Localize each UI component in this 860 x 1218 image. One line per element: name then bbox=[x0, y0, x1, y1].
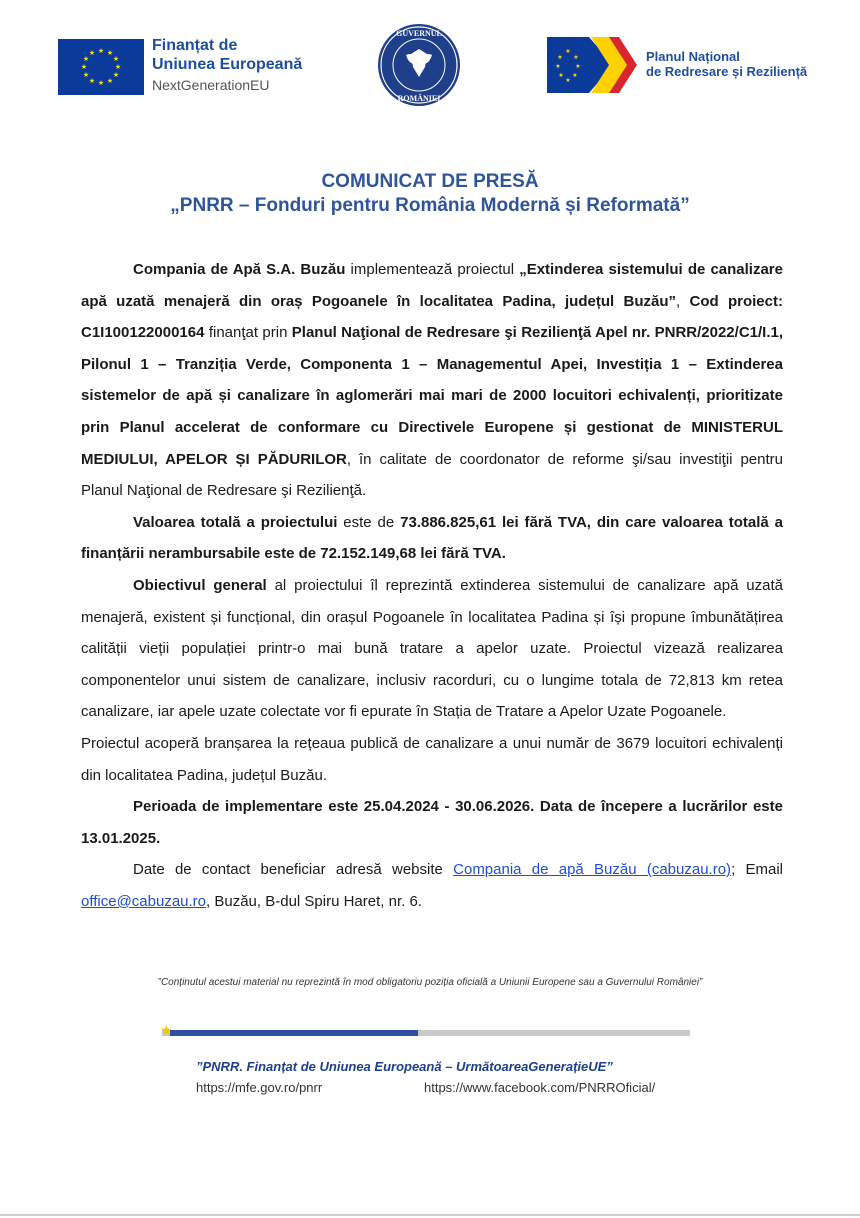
eu-line-1: Finanțat de bbox=[152, 37, 238, 54]
svg-text:★: ★ bbox=[82, 71, 90, 79]
paragraph-coverage: Proiectul acoperă branșarea la rețeaua publică de canalizare a unui număr de 3679 locuitori echivalenți din localitatea Padina, județul Buzău. bbox=[81, 734, 783, 784]
svg-text:★: ★ bbox=[112, 55, 120, 63]
svg-text:★: ★ bbox=[575, 63, 581, 70]
objective-text: al proiectului îl reprezintă extinderea sistemului de canalizare apă uzată menajeră, existent și funcțional, din orașul Pogoanele în localitatea Padina și își propune îmbunătățirea calității vieții populației printr-o mai bună tratare a apelor uzate. Proiectul vizează realizarea componentelor unui sistem de canalizare, inclusiv racorduri, cu o lungime totala de 72,813 km retea canalizare, iar apele uzate colectate vor fi epurate în Stația de Tratare a Apelor Uzate Pogoanele. bbox=[81, 576, 784, 721]
svg-text:★: ★ bbox=[114, 63, 122, 71]
website-link[interactable]: Compania de apă Buzău (cabuzau.ro) bbox=[453, 861, 732, 879]
svg-text:★: ★ bbox=[106, 77, 114, 85]
svg-text:★: ★ bbox=[572, 72, 578, 79]
paragraph-project-value bbox=[81, 507, 783, 570]
svg-text:★: ★ bbox=[565, 48, 571, 55]
text-span: , bbox=[676, 292, 690, 310]
value-amount: 73.886.825,61 lei fără TVA, din care valoarea totală a finanțării nerambursabile este de 72.152.149,68 lei fără TVA. bbox=[81, 513, 783, 563]
footer-mfe-link[interactable]: https://mfe.gov.ro/pnrr bbox=[196, 1080, 323, 1095]
company-name: Compania de Apă S.A. Buzău bbox=[133, 261, 346, 278]
text-span: Date de contact beneficiar adresă website bbox=[133, 861, 454, 879]
funding-program: Planul Naţional de Redresare şi Rezilienţă Apel nr. PNRR/2022/C1/I.1, Pilonul 1 – Tranziția Verde, Componenta 1 – Managementul Apei, Investiția 1 – Extinderea sistemelor de apă și canalizare în aglomerări mai mari de 2000 locuitori echivalenți, prioritizate prin Planul accelerat de conformare cu Directivele Europene și gestionat de MINISTERUL MEDIULUI, APELOR ȘI PĂDURILOR bbox=[81, 324, 784, 468]
text-span: ; Email bbox=[731, 861, 784, 879]
email-link[interactable]: office@cabuzau.ro bbox=[81, 892, 207, 910]
pnrr-line-2: de Redresare și Reziliență bbox=[646, 64, 808, 79]
svg-text:★: ★ bbox=[82, 55, 90, 63]
footer-facebook-link[interactable]: https://www.facebook.com/PNRROficial/ bbox=[424, 1080, 656, 1095]
pnrr-label bbox=[646, 49, 807, 79]
pnrr-logo-icon bbox=[547, 37, 639, 93]
svg-text:★: ★ bbox=[555, 63, 561, 70]
text-span: , Buzău, B-dul Spiru Haret, nr. 6. bbox=[206, 892, 422, 910]
svg-text:★: ★ bbox=[80, 63, 88, 71]
footer-title: ”PNRR. Finanțat de Uniunea Europeană – UrmătoareaGenerațieUE” bbox=[196, 1059, 613, 1074]
title-line-1: COMUNICAT DE PRESĂ bbox=[321, 171, 539, 192]
value-label: Valoarea totală a proiectului bbox=[133, 513, 338, 531]
text-span: finanţat prin bbox=[204, 324, 292, 342]
svg-text:★: ★ bbox=[112, 71, 120, 79]
project-code: Cod proiect: C1I100122000164 bbox=[81, 292, 783, 342]
project-name: „Extinderea sistemului de canalizare apă uzată menajeră din oraș Pogoanele în localitatea Padina, județul Buzău” bbox=[81, 261, 783, 310]
document-header bbox=[0, 0, 860, 140]
paragraph-contact bbox=[81, 854, 783, 917]
star-icon: ★ bbox=[160, 1022, 173, 1038]
svg-text:★: ★ bbox=[88, 49, 96, 57]
svg-text:★: ★ bbox=[106, 49, 114, 57]
seal-bottom-text: ROMÂNIEI bbox=[397, 94, 441, 103]
disclaimer: ”Conținutul acestui material nu reprezintă în mod obligatoriu poziția oficială a Uniunii Europene sau a Guvernului României” bbox=[157, 977, 703, 988]
svg-text:★: ★ bbox=[97, 47, 105, 55]
eu-funding-label bbox=[152, 36, 302, 95]
svg-text:★: ★ bbox=[88, 77, 96, 85]
svg-text:★: ★ bbox=[558, 72, 564, 79]
paragraph-period bbox=[81, 791, 783, 854]
objective-label: Obiectivul general bbox=[133, 576, 267, 594]
svg-text:★: ★ bbox=[557, 54, 563, 61]
seal-top-text: GUVERNUL bbox=[396, 29, 442, 38]
page-bottom-edge bbox=[0, 1214, 860, 1216]
government-seal-icon bbox=[376, 22, 462, 108]
pnrr-line-1: Planul Național bbox=[646, 49, 740, 64]
eu-line-2: Uniunea Europeană bbox=[152, 56, 303, 73]
text-span: implementează proiectul bbox=[345, 261, 520, 278]
press-release-title bbox=[0, 170, 860, 218]
paragraph-objective bbox=[81, 570, 783, 728]
press-release-body bbox=[81, 254, 783, 917]
text-span: , în calitate de coordonator de reforme şi/sau investiţii pentru Planul Naţional de Redresare şi Rezilienţă. bbox=[81, 450, 783, 500]
svg-text:★: ★ bbox=[97, 79, 105, 87]
text-span: este de bbox=[337, 513, 401, 531]
svg-text:★: ★ bbox=[565, 77, 571, 84]
eu-flag-icon bbox=[58, 39, 144, 95]
implementation-period: Perioada de implementare este 25.04.2024 - 30.06.2026. Data de începere a lucrărilor este 13.01.2025. bbox=[81, 798, 783, 847]
footer-divider-fill bbox=[170, 1030, 418, 1036]
eu-line-3: NextGenerationEU bbox=[152, 77, 270, 93]
svg-text:★: ★ bbox=[573, 54, 579, 61]
title-line-2: „PNRR – Fonduri pentru România Modernă și Reformată” bbox=[170, 195, 690, 216]
paragraph-project-intro bbox=[81, 254, 783, 507]
